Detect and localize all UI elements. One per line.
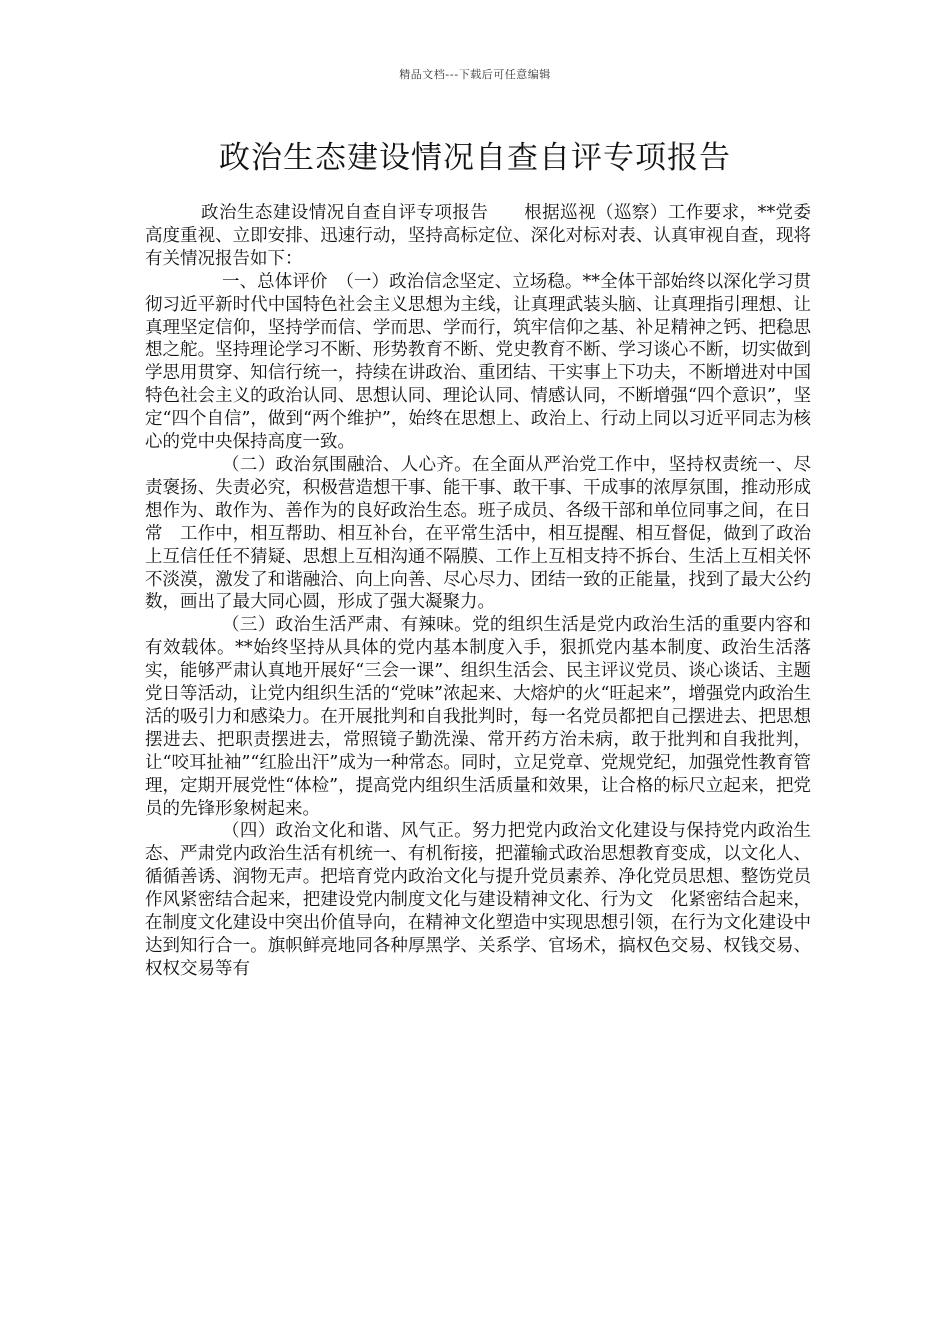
document-title: 政治生态建设情况自查自评专项报告 <box>219 140 731 176</box>
paragraph-intro: 政治生态建设情况自查自评专项报告 根据巡视（巡察）工作要求，**党委高度重视、立即安排、迅速行动，坚持高标定位、深化对标对表、认真审视自查，现将有关情况报告如下： <box>145 203 811 269</box>
paragraph-section-4: （四）政治文化和谐、风气正。努力把党内政治文化建设与保持党内政治生态、严肃党内政治生活有机统一、有机衔接，把灌输式政治思想教育变成，以文化人、循循善诱、润物无声。把培育党内政治文化与提升党员素养、净化党员思想、整饬党员作风紧密结合起来，把建设党内制度文化与建设精神文化、行为文 化紧密结合起来，在制度文化建设中突出价值导向，在精神文化塑造中实现思想引领，在行为文化建设中达到知行合一。旗帜鲜亮地同各种厚黑学、关系学、官场术，搞权色交易、权钱交易、权权交易等有 <box>145 821 811 979</box>
paragraph-section-2: （二）政治氛围融洽、人心齐。在全面从严治党工作中，坚持权责统一、尽责褒扬、失责必究，积极营造想干事、能干事、敢干事、干成事的浓厚氛围，推动形成想作为、敢作为、善作为的良好政治生态。班子成员、各级干部和单位同事之间，在日常 工作中，相互帮助、相互补台，在平常生活中，相互提醒、相互督促，做到了政治上互信任任不猜疑、思想上互相沟通不隔膜、工作上互相支持不拆台、生活上互相关怀不淡漠，激发了和谐融洽、向上向善、尽心尽力、团结一致的正能量，找到了最大公约数，画出了最大同心圆，形成了强大凝聚力。 <box>145 454 811 613</box>
document-body <box>145 202 811 981</box>
header-note: 精品文档---下载后可任意编辑 <box>399 68 551 81</box>
paragraph-section-3: （三）政治生活严肃、有辣味。党的组织生活是党内政治生活的重要内容和有效载体。**始终坚持从具体的党内基本制度入手，狠抓党内基本制度、政治生活落实，能够严肃认真地开展好“三会一课”、组织生活会、民主评议党员、谈心谈话、主题党日等活动，让党内组织生活的“党味”浓起来、大熔炉的火“旺起来”，增强党内政治生活的吸引力和感染力。在开展批判和自我批判时，每一名党员都把自己摆进去、把思想摆进去、把职责摆进去，常照镜子勤洗澡、常开药方治未病，敢于批判和自我批判，让“咬耳扯袖”“红脸出汗”成为一种常态。同时，立足党章、党规党纪，加强党性教育管理，定期开展党性“体检”，提高党内组织生活质量和效果，让合格的标尺立起来，把党员的先锋形象树起来。 <box>145 615 811 819</box>
paragraph-section-1: 一、总体评价 （一）政治信念坚定、立场稳。**全体干部始终以深化学习贯彻习近平新时代中国特色社会主义思想为主线，让真理武装头脑、让真理指引理想、让真理坚定信仰，坚持学而信、学而思、学而行，筑牢信仰之基、补足精神之钙、把稳思想之舵。坚持理论学习不断、形势教育不断、党史教育不断、学习谈心不断，切实做到学思用贯穿、知信行统一，持续在讲政治、重团结、干实事上下功夫，不断增进对中国特色社会主义的政治认同、思想认同、理论认同、情感认同，不断增强“四个意识”，坚定“四个自信”，做到“两个维护”，始终在思想上、政治上、行动上同以习近平同志为核心的党中央保持高度一致。 <box>145 271 811 453</box>
